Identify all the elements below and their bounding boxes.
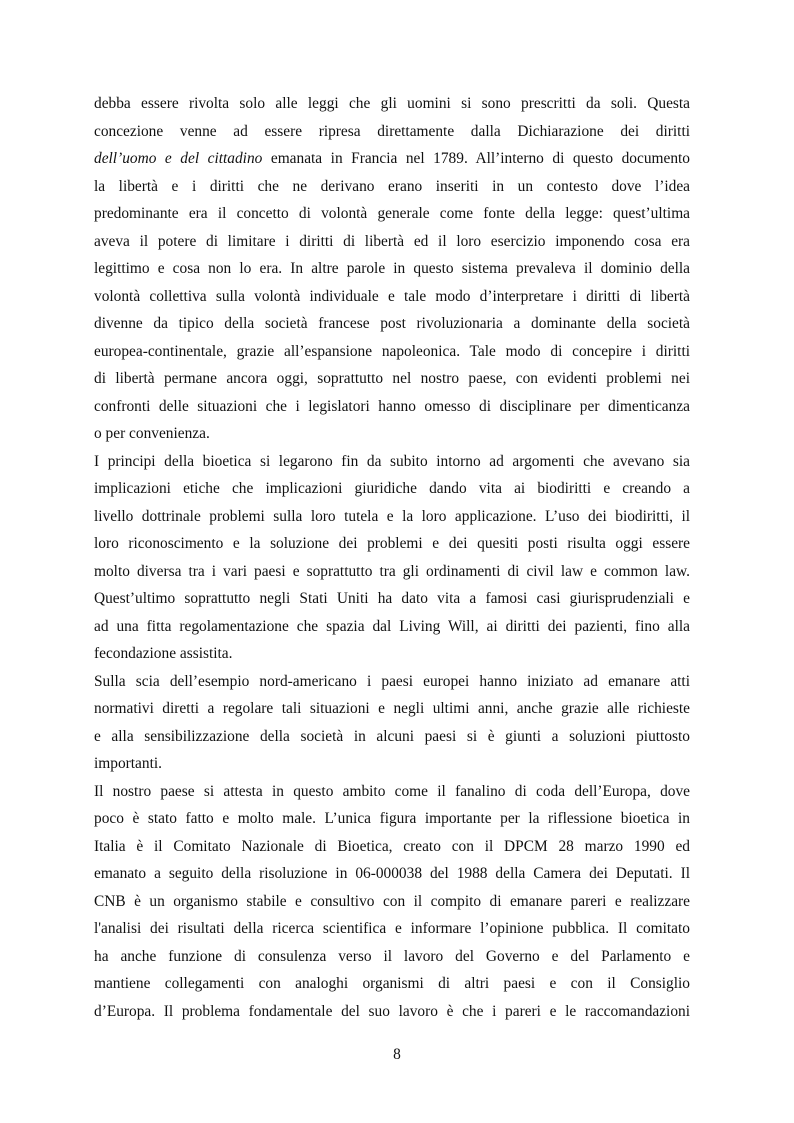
text-line: emanato a seguito della risoluzione in 06-000038 del 1988 della Camera dei Deputati. Il [94,865,690,882]
paragraph-container [94,90,690,1025]
text-line: Italia è il Comitato Nazionale di Bioetica, creato con il DPCM 28 marzo 1990 ed [94,837,690,855]
text-line: volontà collettiva sulla volontà individuale e tale modo d’interpretare i diritti di libertà [94,287,690,305]
text-line: molto diversa tra i vari paesi e soprattutto tra gli ordinamenti di civil law e common law. [94,562,690,580]
text-line: europea-continentale, grazie all’espansione napoleonica. Tale modo di concepire i diritti [94,342,690,360]
text-line: implicazioni etiche che implicazioni giuridiche dando vita ai biodiritti e creando a [94,480,690,497]
text-line: fecondazione assistita. [94,645,233,662]
text-line: debba essere rivolta solo alle leggi che gli uomini si sono prescritti da soli. Questa [94,95,690,112]
text-line: I principi della bioetica si legarono fin da subito intorno ad argomenti che avevano sia [94,452,690,470]
text-line: divenne da tipico della società francese post rivoluzionaria a dominante della società [94,315,690,332]
text-line [94,145,690,173]
text-line: confronti delle situazioni che i legislatori hanno omesso di disciplinare per dimenticanza [94,397,690,415]
body-text [94,90,690,1025]
text-line: livello dottrinale problemi sulla loro tutela e la loro applicazione. L’uso dei biodiritti, il [94,507,690,525]
italic-title: dell’uomo e del cittadino [94,150,263,167]
text-line: normativi diretti a regolare tali situazioni e negli ultimi anni, anche grazie alle richieste [94,700,690,717]
text-line: d’Europa. Il problema fondamentale del suo lavoro è che i pareri e le raccomandazioni [94,1002,690,1020]
text-line: Il nostro paese si attesta in questo ambito come il fanalino di coda dell’Europa, dove [94,782,690,800]
page-number: 8 [393,1046,401,1063]
text-line: mantiene collegamenti con analoghi organismi di altri paesi e con il Consiglio [94,975,690,992]
text-line: Quest’ultimo soprattutto negli Stati Uniti ha dato vita a famosi casi giurisprudenziali e [94,590,690,607]
text-line: legittimo e cosa non lo era. In altre parole in questo sistema prevaleva il dominio della [94,260,690,277]
text-line: Sulla scia dell’esempio nord-americano i paesi europei hanno iniziato ad emanare atti [94,672,690,690]
text-line: poco è stato fatto e molto male. L’unica figura importante per la riflessione bioetica in [94,810,690,827]
text-line: l'analisi dei risultati della ricerca scientifica e informare l’opinione pubblica. Il comitato [94,920,690,937]
text-line: ha anche funzione di consulenza verso il lavoro del Governo e del Parlamento e [94,947,690,965]
text-line: CNB è un organismo stabile e consultivo con il compito di emanare pareri e realizzare [94,892,690,910]
text-line: la libertà e i diritti che ne derivano erano inseriti in un contesto dove l’idea [94,177,690,195]
paragraph [94,90,690,448]
text-line: concezione venne ad essere ripresa direttamente dalla Dichiarazione dei diritti [94,122,690,140]
text-line: e alla sensibilizzazione della società in alcuni paesi si è giunti a soluzioni piuttosto [94,727,690,745]
paragraph [94,668,690,778]
text-line: importanti. [94,755,162,772]
text-line: aveva il potere di limitare i diritti di libertà ed il loro esercizio imponendo cosa era [94,232,690,250]
paragraph [94,448,690,668]
text-line: o per convenienza. [94,425,210,442]
text-line: ad una fitta regolamentazione che spazia dal Living Will, ai diritti dei pazienti, fino alla [94,617,690,635]
text-line: di libertà permane ancora oggi, soprattutto nel nostro paese, con evidenti problemi nei [94,370,690,387]
text-line: predominante era il concetto di volontà generale come fonte della legge: quest’ultima [94,205,690,222]
text-fragment: emanata in Francia nel 1789. All’interno di questo documento [262,150,690,167]
text-line: loro riconoscimento e la soluzione dei problemi e dei quesiti posti risulta oggi essere [94,535,690,552]
paragraph [94,778,690,1026]
